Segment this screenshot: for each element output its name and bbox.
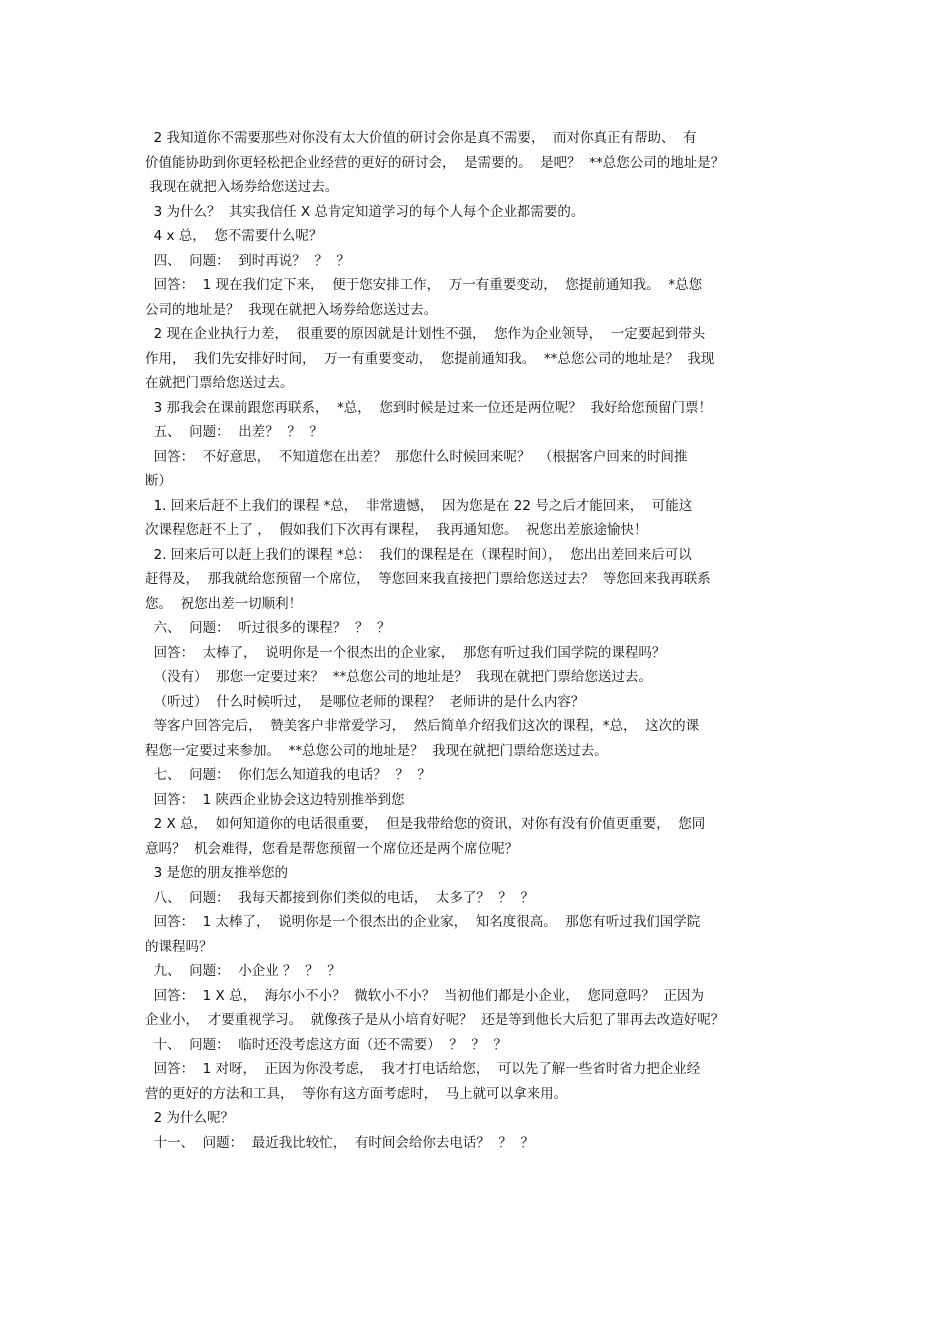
text-line: 回答： 1 太棒了， 说明你是一个很杰出的企业家， 知名度很高。 那您有听过我们国学院: [145, 914, 701, 930]
text-line: 企业小， 才要重视学习。 就像孩子是从小培育好呢？ 还是等到他长大后犯了罪再去改造好呢？: [145, 1012, 725, 1028]
text-line: 程您一定要过来参加。 **总您公司的地址是？ 我现在就把门票给您送过去。: [145, 742, 608, 759]
text-line: 您。 祝您出差一切顺利！: [145, 595, 303, 612]
text-line: 3 为什么？ 其实我信任 X 总肯定知道学习的每个人每个企业都需要的。: [145, 203, 585, 220]
text-line: 我现在就把入场券给您送过去。: [145, 179, 339, 195]
text-line: 回答： 1 对呀， 正因为你没考虑， 我才打电话给您， 可以先了解一些省时省力把企业经: [145, 1061, 701, 1077]
text-line: 2. 回来后可以赶上我们的课程 *总： 我们的课程是在（课程时间）， 您出出差回来后可以: [145, 546, 692, 563]
text-line: 4 x 总， 您不需要什么呢？: [145, 228, 323, 244]
section-heading: 八、 问题： 我每天都接到你们类似的电话， 太多了？ ？ ？: [145, 889, 534, 906]
text-line: 回答： 1 陕西企业协会这边特别推举到您: [145, 791, 405, 808]
text-line: 2 现在企业执行力差， 很重要的原因就是计划性不强， 您作为企业领导， 一定要起到带头: [145, 326, 706, 342]
text-line: 价值能协助到你更轻松把企业经营的更好的研讨会， 是需要的。 是吧？ **总您公司的地址是？: [145, 154, 725, 171]
text-line: 1. 回来后赶不上我们的课程 *总， 非常遗憾， 因为您是在 22 号之后才能回来， 可能这: [145, 497, 693, 514]
text-line: 3 那我会在课前跟您再联系， *总， 您到时候是过来一位还是两位呢？ 我好给您预留门票！: [145, 399, 712, 416]
text-line: 回答： 太棒了， 说明你是一个很杰出的企业家， 那您有听过我们国学院的课程吗？: [145, 644, 666, 661]
section-heading: 五、 问题： 出差？ ？ ？: [145, 424, 323, 440]
section-heading: 九、 问题： 小企业 ？ ？ ？: [145, 963, 341, 979]
text-line: 作用， 我们先安排好时间， 万一有重要变动， 您提前通知我。 **总您公司的地址是？ 我现: [145, 350, 715, 367]
text-line: 意吗？ 机会难得，您看是帮您预留一个席位还是两个席位呢？: [145, 840, 519, 857]
text-line: 回答： 1 现在我们定下来， 便于您安排工作， 万一有重要变动， 您提前通知我。 *总您: [145, 277, 703, 293]
text-line: 公司的地址是？ 我现在就把入场券给您送过去。: [145, 301, 438, 318]
text-line: 2 为什么呢？: [145, 1110, 234, 1126]
text-line: 次课程您赶不上了 ， 假如我们下次再有课程， 我再通知您。 祝您出差旅途愉快！: [145, 522, 648, 538]
text-line: （没有） 那您一定要过来？ **总您公司的地址是？ 我现在就把门票给您送过去。: [145, 669, 652, 685]
section-heading: 十、 问题： 临时还没考虑这方面（还不需要） ？ ？ ？: [145, 1036, 507, 1053]
text-line: 回答： 1 X 总， 海尔小不小？ 微软小不小？ 当初他们都是小企业， 您同意吗？ 正因为: [145, 987, 704, 1004]
document-body: [145, 126, 825, 1155]
text-line: 2 X 总， 如何知道你的电话很重要， 但是我带给您的资讯，对你有没有价值更重要， 您同: [145, 816, 706, 832]
section-heading: 七、 问题： 你们怎么知道我的电话？ ？ ？: [145, 767, 431, 783]
text-line: （听过） 什么时候听过， 是哪位老师的课程？ 老师讲的是什么内容？: [145, 693, 585, 710]
text-line: 在就把门票给您送过去。: [145, 375, 294, 391]
text-line: 赶得及， 那我就给您预留一个席位， 等您回来我直接把门票给您送过去？ 等您回来我再联系: [145, 571, 711, 587]
section-heading: 四、 问题： 到时再说？ ？ ？: [145, 252, 350, 269]
text-line: 营的更好的方法和工具， 等你有这方面考虑时， 马上就可以拿来用。: [145, 1085, 568, 1102]
text-line: 3 是您的朋友推举您的: [145, 865, 288, 881]
section-heading: 六、 问题： 听过很多的课程？ ？ ？: [145, 620, 391, 636]
section-heading: 十一、 问题： 最近我比较忙， 有时间会给你去电话？ ？ ？: [145, 1134, 534, 1151]
text-line: 回答： 不好意思， 不知道您在出差？ 那您什么时候回来呢？ （根据客户回来的时间推: [145, 448, 688, 465]
text-line: 断）: [145, 473, 172, 489]
text-line: 等客户回答完后， 赞美客户非常爱学习， 然后简单介绍我们这次的课程，*总， 这次的课: [145, 718, 700, 734]
text-line: 的课程吗？: [145, 938, 213, 955]
text-line: 2 我知道你不需要那些对你没有太大价值的研讨会你是真不需要， 而对你真正有帮助、 有: [145, 130, 697, 146]
